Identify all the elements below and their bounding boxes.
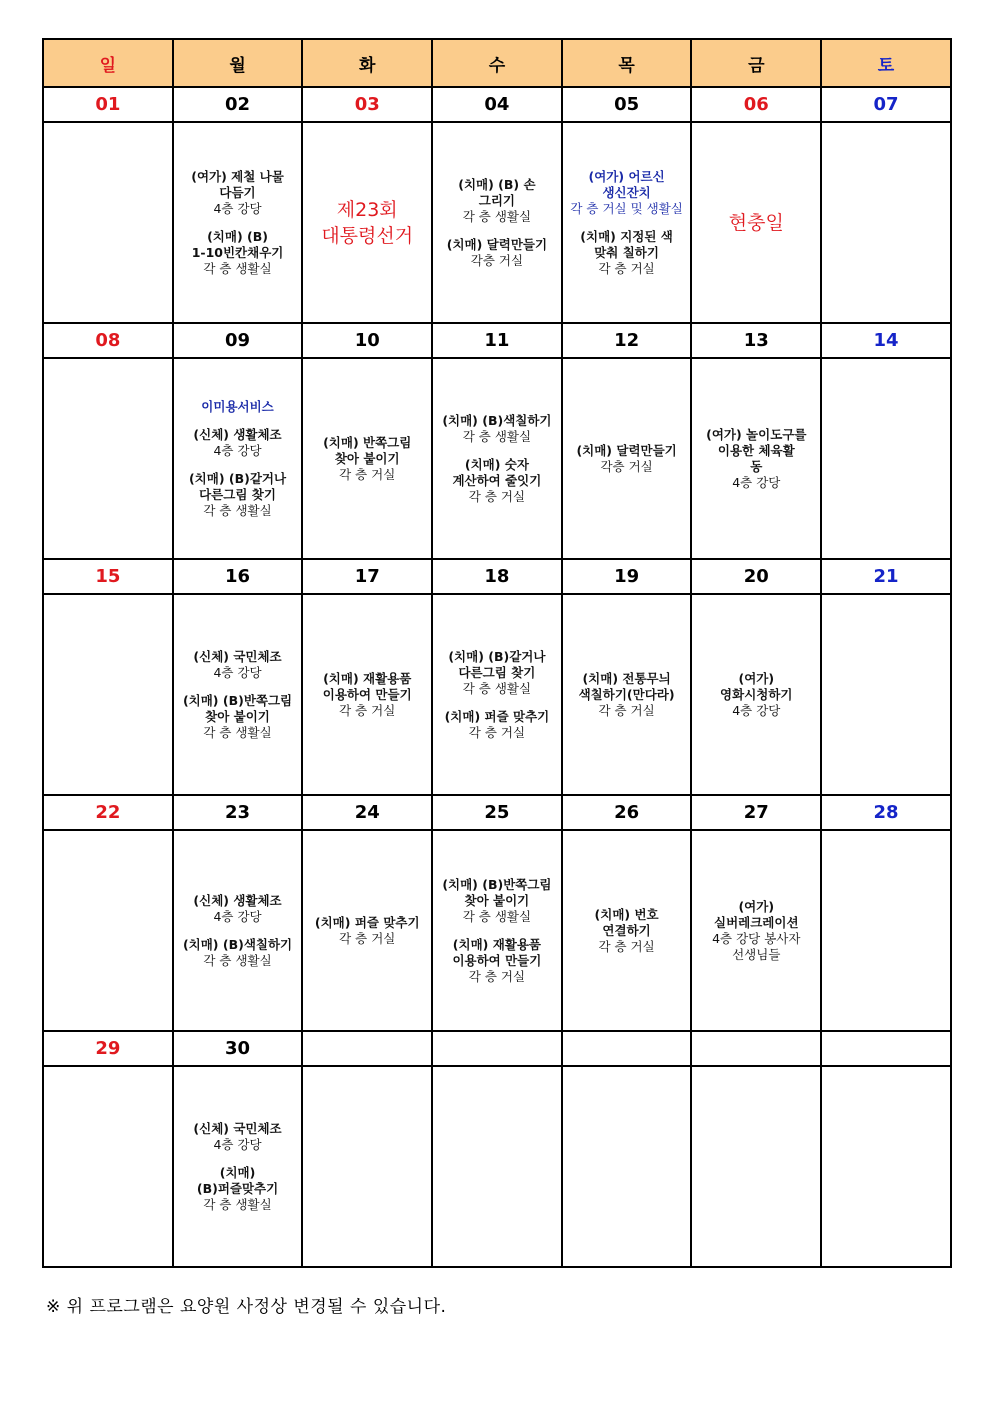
events-row [43,830,951,1031]
date-number [302,1031,432,1066]
program-location: 4층 강당 [213,664,262,680]
program-location: 각 층 거실 [468,724,526,740]
program-item [708,899,804,963]
program-location: 4층 강당 [213,442,262,458]
date-number: 14 [821,323,951,358]
date-number: 04 [432,87,562,122]
day-cell [173,594,303,795]
program-title: (여가) 영화시청하기 [720,670,793,702]
date-number: 18 [432,559,562,594]
program-item [179,693,296,741]
date-row [43,795,951,830]
program-item [189,649,285,681]
program-location: 각 층 생활실 [203,260,272,276]
program-item [189,427,285,459]
day-cell [432,358,562,559]
program-location: 각 층 거실 [339,930,396,946]
program-title: (치매) 숫자 계산하여 줄잇기 [452,456,542,488]
date-number: 17 [302,559,432,594]
date-number: 23 [173,795,303,830]
date-row [43,87,951,122]
program-location: 각 층 생활실 [203,502,272,518]
program-title: (치매) (B)색칠하기 [182,936,293,952]
program-item [185,471,290,519]
day-cell [432,1066,562,1267]
day-cell [173,122,303,323]
program-title: (치매) 반쪽그림 찾아 붙이기 [323,434,412,466]
day-cell [562,1066,692,1267]
program-item [448,937,545,985]
day-cell [302,830,432,1031]
program-item [438,413,555,445]
program-location: 각 층 거실 및 생활실 [570,200,683,216]
program-location: 각 층 거실 [598,702,655,718]
program-item [187,169,288,217]
day-cell [821,1066,951,1267]
program-item [572,443,680,475]
events-row [43,358,951,559]
program-item [179,937,296,969]
program-title: (치매) 퍼즐 맞추기 [444,708,550,724]
day-cell [821,594,951,795]
day-cell [821,830,951,1031]
program-item [575,671,679,719]
program-location: 4층 강당 [213,908,262,924]
program-title: (치매) (B)반쪽그림 찾아 붙이기 [182,692,293,724]
day-cell [43,594,173,795]
day-cell [43,1066,173,1267]
program-location: 4층 강당 [732,702,781,718]
date-number: 02 [173,87,303,122]
weekday-thu: 목 [562,39,692,87]
date-number: 24 [302,795,432,830]
program-location: 각 층 거실 [468,968,526,984]
program-item [448,457,545,505]
day-cell [691,1066,821,1267]
program-item [716,671,796,719]
program-title: (치매) 달력만들기 [576,442,677,458]
program-location: 각 층 생활실 [203,952,272,968]
program-title: (치매) 재활용품 이용하여 만들기 [452,936,542,968]
program-title: (치매) (B)같거나 다른그림 찾기 [448,648,546,680]
weekday-header-row [43,39,951,87]
weekday-fri: 금 [691,39,821,87]
program-location: 각 층 거실 [468,488,526,504]
date-number: 10 [302,323,432,358]
program-title: (신체) 국민체조 [193,1120,282,1136]
program-title: (치매) (B)퍼즐맞추기 [196,1164,279,1196]
date-row [43,559,951,594]
date-number [432,1031,562,1066]
day-cell [432,122,562,323]
weekday-sat: 토 [821,39,951,87]
program-item [319,435,415,483]
weekday-tue: 화 [302,39,432,87]
program-title: 이미용서비스 [201,398,274,414]
program-item [444,649,549,697]
weekday-mon: 월 [173,39,303,87]
program-item [319,671,416,719]
date-number: 27 [691,795,821,830]
date-number: 26 [562,795,692,830]
program-title: (치매) (B)같거나 다른그림 찾기 [188,470,287,502]
program-title: (치매) (B)색칠하기 [442,412,552,428]
program-title: (여가) 어르신 생신잔치 [588,168,665,200]
program-item [311,915,424,947]
program-location: 각 층 생활실 [462,208,532,224]
date-number [691,1031,821,1066]
program-title: (치매) 전통무늬 색칠하기(만다라) [578,670,675,702]
monthly-calendar [42,38,952,1268]
date-number: 08 [43,323,173,358]
program-location: 4층 강당 봉사자 선생님들 [712,930,801,962]
date-number: 20 [691,559,821,594]
program-title: (치매) 퍼즐 맞추기 [314,914,420,930]
date-number: 03 [302,87,432,122]
program-location: 각 층 거실 [598,260,655,276]
day-cell [302,358,432,559]
date-number: 15 [43,559,173,594]
program-location: 각 층 생활실 [203,724,272,740]
date-number: 11 [432,323,562,358]
program-location: 각 층 거실 [598,938,655,954]
program-title: (치매) (B)반쪽그림 찾아 붙이기 [442,876,552,908]
date-number: 28 [821,795,951,830]
date-number: 30 [173,1031,303,1066]
day-cell [43,830,173,1031]
date-number: 16 [173,559,303,594]
day-cell [173,358,303,559]
date-number: 29 [43,1031,173,1066]
program-item [441,709,554,741]
date-number: 06 [691,87,821,122]
program-location: 각층 거실 [600,458,653,474]
program-location: 각 층 생활실 [462,908,532,924]
date-number: 09 [173,323,303,358]
program-item [454,177,539,225]
program-item [591,907,663,955]
date-number: 25 [432,795,562,830]
date-row [43,1031,951,1066]
date-number: 22 [43,795,173,830]
events-row [43,122,951,323]
program-location: 각 층 거실 [339,702,396,718]
date-number: 19 [562,559,692,594]
day-cell [821,358,951,559]
day-cell [691,122,821,323]
program-location: 각층 거실 [470,252,524,268]
date-number: 07 [821,87,951,122]
date-number: 21 [821,559,951,594]
date-number [562,1031,692,1066]
program-title: (치매) 재활용품 이용하여 만들기 [322,670,412,702]
day-cell [691,830,821,1031]
program-item [193,1165,282,1213]
day-cell [43,358,173,559]
day-cell [562,830,692,1031]
date-number: 01 [43,87,173,122]
events-row [43,1066,951,1267]
program-title: (신체) 생활체조 [193,892,282,908]
date-row [43,323,951,358]
program-title: (여가) 실버레크레이션 [714,898,799,930]
date-number: 13 [691,323,821,358]
program-title: (치매) 번호 연결하기 [594,906,659,938]
date-number: 12 [562,323,692,358]
program-item [443,237,551,269]
program-title: (치매) (B) 손 그리기 [458,176,536,208]
date-number [821,1031,951,1066]
program-title: (치매) 달력만들기 [446,236,548,252]
program-item [189,1121,285,1153]
program-location: 각 층 생활실 [203,1196,272,1212]
program-location: 각 층 생활실 [462,428,532,444]
weekday-sun: 일 [43,39,173,87]
day-cell [302,1066,432,1267]
program-title: (신체) 생활체조 [193,426,282,442]
day-cell [173,830,303,1031]
program-item [188,229,288,277]
program-item [702,427,810,491]
day-cell [562,122,692,323]
program-item [576,229,677,277]
date-number: 05 [562,87,692,122]
program-location: 4층 강당 [213,1136,262,1152]
footnote: ※ 위 프로그램은 요양원 사정상 변경될 수 있습니다. [46,1297,447,1317]
day-cell [562,594,692,795]
program-title: (여가) 제철 나물 다듬기 [191,168,284,200]
day-cell [432,594,562,795]
day-cell [173,1066,303,1267]
day-cell [302,122,432,323]
holiday-label: 현충일 [728,211,784,234]
program-title: (여가) 놀이도구를 이용한 체육활 동 [706,426,807,474]
program-location: 4층 강당 [213,200,262,216]
program-title: (치매) (B) 1-10빈칸채우기 [191,228,284,260]
day-cell [821,122,951,323]
program-title: (치매) 지정된 색 맞춰 칠하기 [580,228,673,260]
day-cell [691,594,821,795]
day-cell [302,594,432,795]
weekday-wed: 수 [432,39,562,87]
program-location: 각 층 거실 [339,466,396,482]
program-item [189,893,285,925]
events-row [43,594,951,795]
program-location: 각 층 생활실 [462,680,532,696]
day-cell [691,358,821,559]
program-item [197,399,277,415]
program-location: 4층 강당 [732,474,781,490]
program-title: (신체) 국민체조 [193,648,282,664]
day-cell [562,358,692,559]
program-item [438,877,555,925]
day-cell [43,122,173,323]
holiday-label: 제23회 대통령선거 [321,198,414,247]
program-item [566,169,687,217]
day-cell [432,830,562,1031]
